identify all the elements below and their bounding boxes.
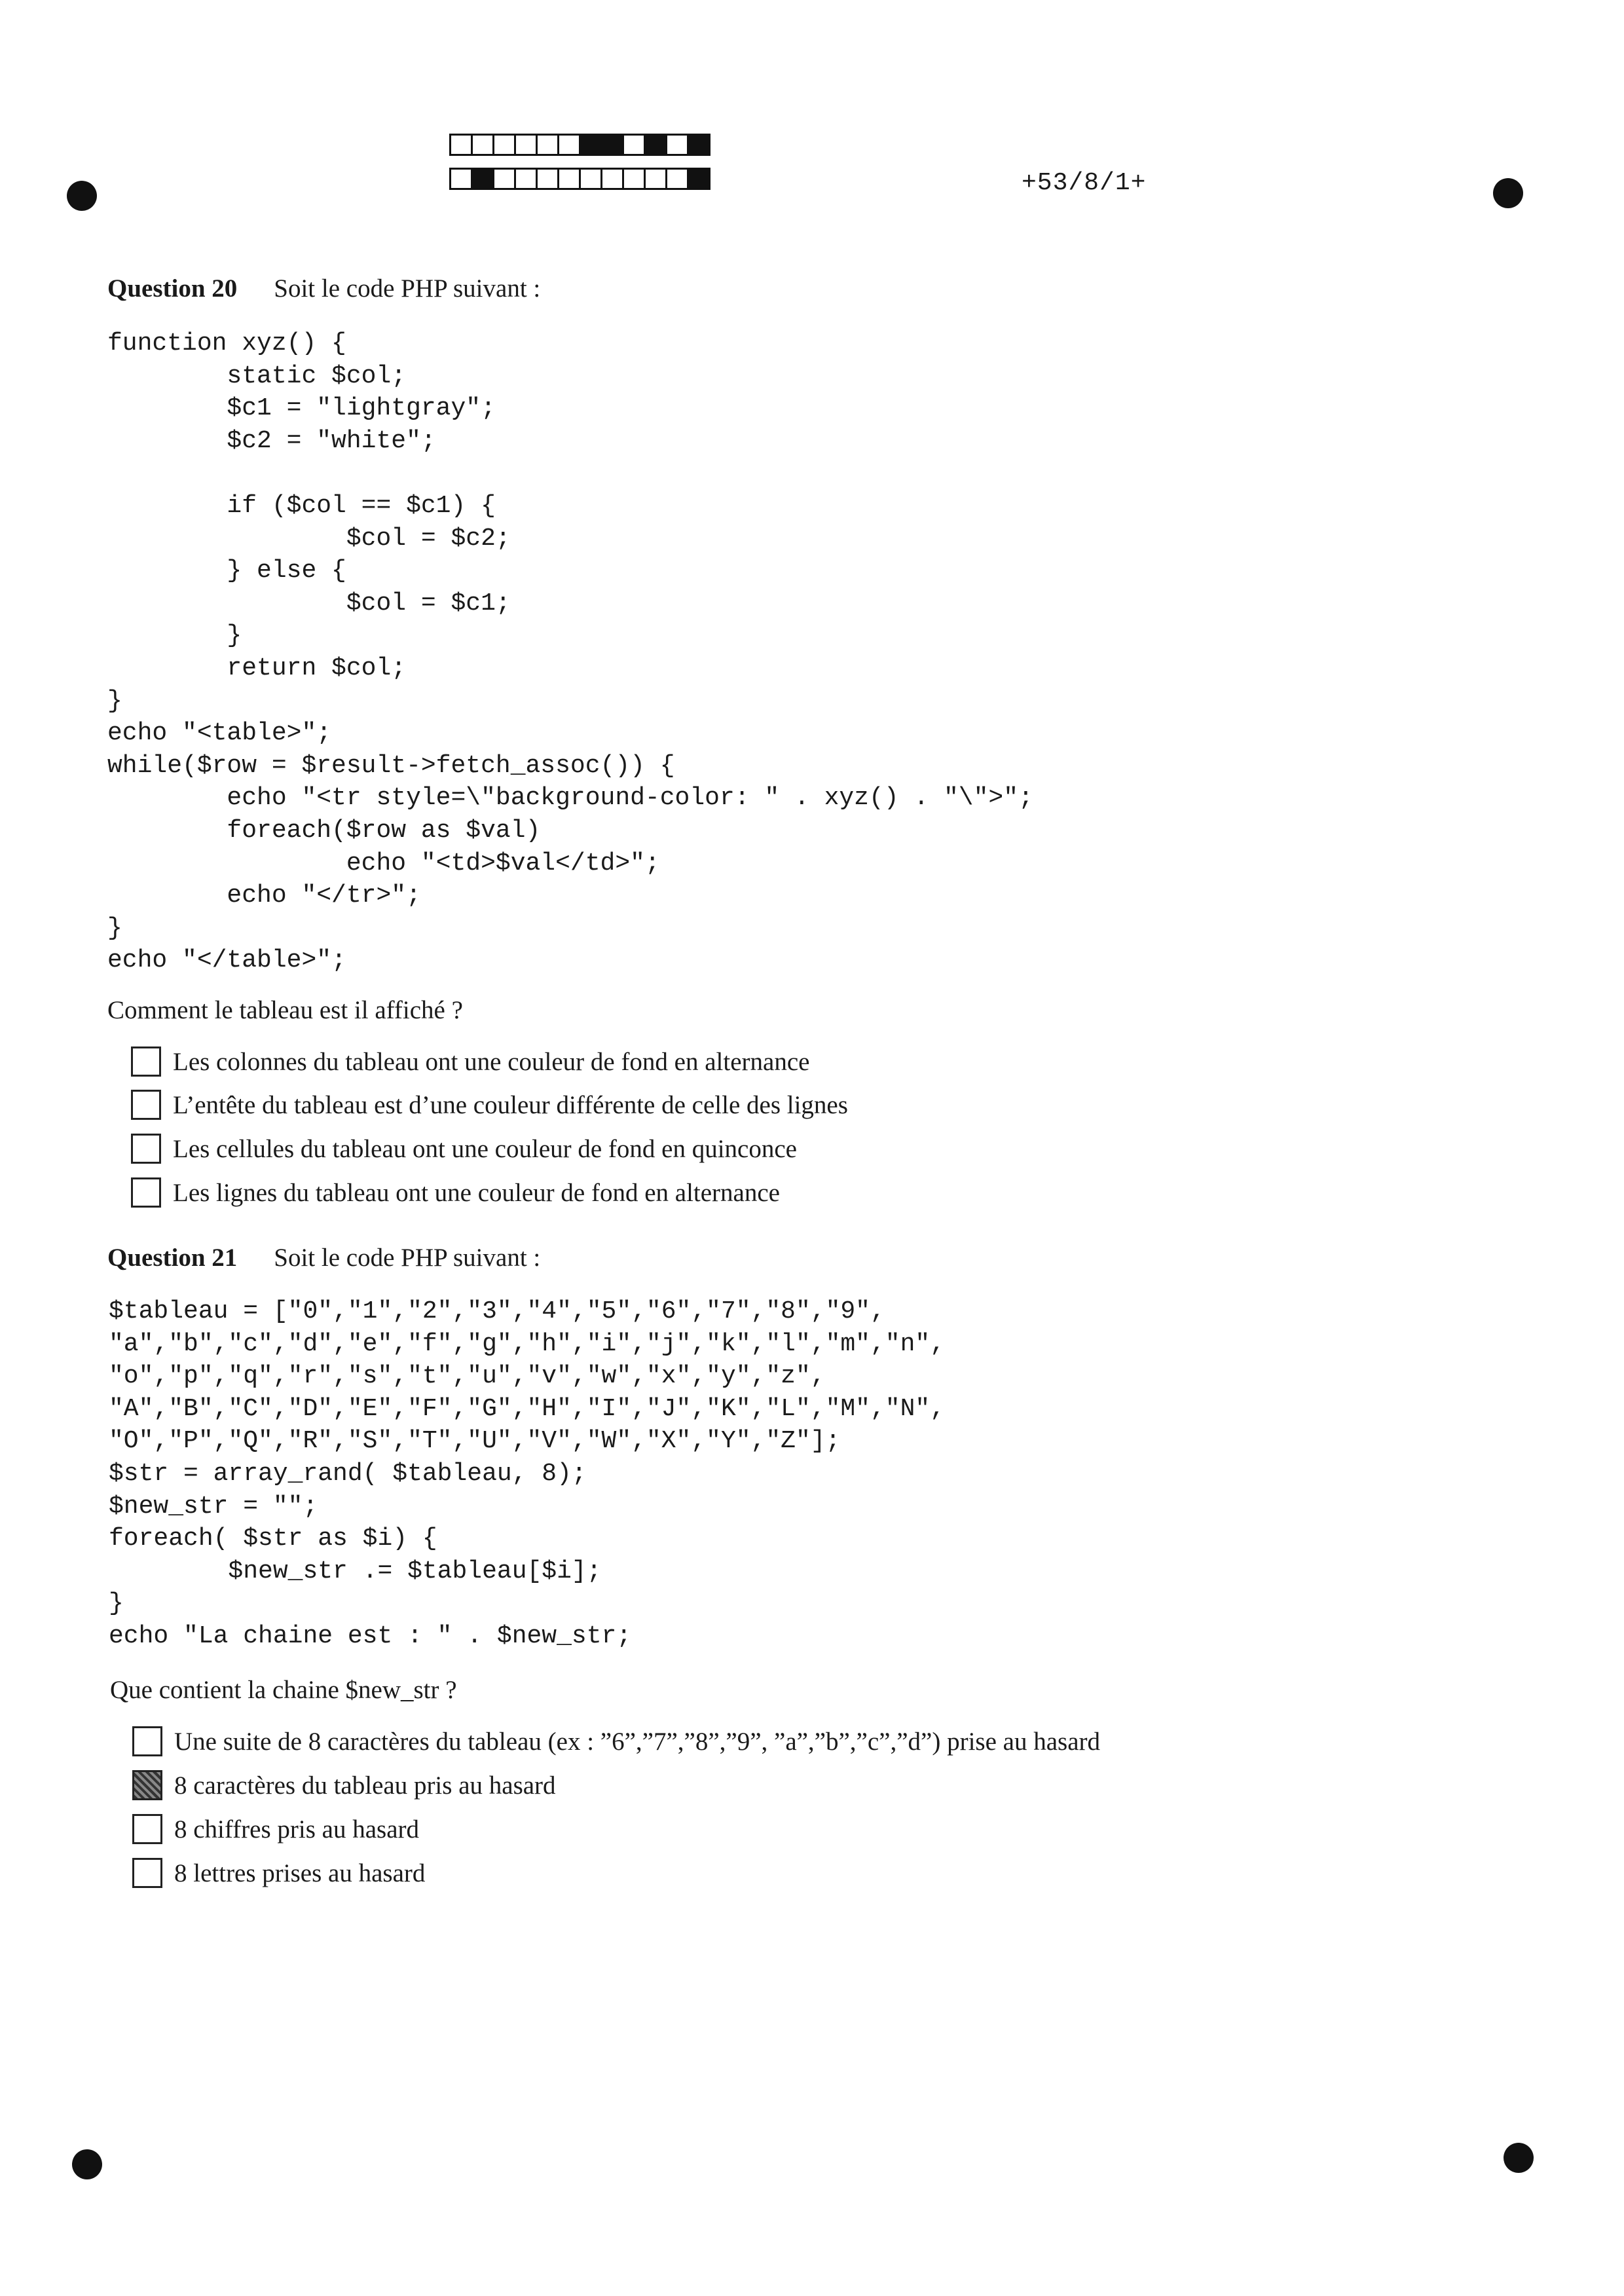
barcode-cell: [471, 134, 494, 156]
q20-answer-2[interactable]: [131, 1090, 848, 1120]
barcode-cell: [579, 168, 602, 190]
barcode-cell: [449, 168, 473, 190]
question-21-heading: [107, 1243, 540, 1272]
answer-label: 8 chiffres pris au hasard: [174, 1815, 419, 1843]
question-intro: Soit le code PHP suivant :: [274, 274, 541, 303]
barcode-cell: [687, 134, 710, 156]
page-id: +53/8/1+: [1022, 169, 1147, 197]
registration-mark-bottom-right: [1504, 2143, 1534, 2173]
barcode-cell: [536, 168, 559, 190]
answer-label: L’entête du tableau est d’une couleur différente de celle des lignes: [173, 1090, 848, 1119]
answer-label: 8 caractères du tableau pris au hasard: [174, 1771, 556, 1800]
barcode-cell: [492, 168, 516, 190]
barcode-cell: [449, 134, 473, 156]
barcode-cell: [514, 134, 538, 156]
answer-label: Les cellules du tableau ont une couleur de fond en quinconce: [173, 1134, 797, 1163]
question-number: Question 21: [107, 1244, 238, 1272]
checkbox-checked[interactable]: [132, 1770, 162, 1800]
barcode-cell: [600, 134, 624, 156]
checkbox[interactable]: [131, 1046, 161, 1077]
barcode-cell: [644, 134, 667, 156]
barcode-cell: [665, 134, 689, 156]
answer-label: 8 lettres prises au hasard: [174, 1859, 426, 1887]
barcode-cell: [471, 168, 494, 190]
answer-label: Les colonnes du tableau ont une couleur de fond en alternance: [173, 1047, 810, 1076]
barcode-cell: [514, 168, 538, 190]
q21-answer-4[interactable]: [132, 1858, 425, 1888]
barcode-row-1: [449, 134, 709, 156]
checkbox[interactable]: [132, 1814, 162, 1844]
checkbox[interactable]: [132, 1726, 162, 1756]
question-21-prompt: Que contient la chaine $new_str ?: [110, 1676, 457, 1704]
barcode-cell: [579, 134, 602, 156]
checkbox[interactable]: [131, 1090, 161, 1120]
barcode-cell: [492, 134, 516, 156]
answer-label: Les lignes du tableau ont une couleur de fond en alternance: [173, 1178, 780, 1207]
barcode-cell: [536, 134, 559, 156]
barcode-cell: [622, 168, 646, 190]
q20-answer-3[interactable]: [131, 1134, 797, 1164]
checkbox[interactable]: [132, 1858, 162, 1888]
barcode-cell: [622, 134, 646, 156]
question-21-code: $tableau = ["0","1","2","3","4","5","6","7","8","9", "a","b","c","d","e","f","g","h","i","j","k","l","m","n", "o","p","q","r","s","t","u","v","w","x","y","z", "A","B","C","D","E","F","G","H","I","J","K","L","M","N", "O","P","Q","R","S","T","U","V","W","X","Y","Z"]; $str = array_rand( $tableau, 8); $new_str = ""; foreach( $str as $i) { $new_str .= $tableau[$i]; } echo "La chaine est : " . $new_str;: [109, 1297, 946, 1650]
barcode-cell: [600, 168, 624, 190]
registration-mark-top-right: [1493, 178, 1523, 208]
q21-answer-2[interactable]: [132, 1770, 556, 1800]
barcode-cell: [665, 168, 689, 190]
barcode-cell: [644, 168, 667, 190]
registration-mark-bottom-left: [72, 2149, 102, 2179]
q20-answer-1[interactable]: [131, 1046, 809, 1077]
barcode-cell: [687, 168, 710, 190]
registration-mark-top-left: [67, 181, 97, 211]
question-20-code: function xyz() { static $col; $c1 = "lightgray"; $c2 = "white"; if ($col == $c1) { $col = $c2; } else { $col = $c1; } return $col; } echo "<table>"; while($row = $result->fetch_assoc()) { echo "<tr style=\"background-color: " . xyz() . "\">"; foreach($row as $val) echo "<td>$val</td>"; echo "</tr>"; } echo "</table>";: [107, 329, 1033, 975]
barcode-cell: [557, 134, 581, 156]
question-intro: Soit le code PHP suivant :: [274, 1244, 541, 1272]
barcode-row-2: [449, 168, 709, 190]
q21-answer-1[interactable]: [132, 1726, 1100, 1756]
checkbox[interactable]: [131, 1134, 161, 1164]
barcode-cell: [557, 168, 581, 190]
q21-answer-3[interactable]: [132, 1814, 419, 1844]
question-20-heading: [107, 274, 540, 303]
question-20-prompt: Comment le tableau est il affiché ?: [107, 996, 463, 1024]
question-number: Question 20: [107, 274, 238, 303]
checkbox[interactable]: [131, 1177, 161, 1208]
answer-label: Une suite de 8 caractères du tableau (ex : ”6”,”7”,”8”,”9”, ”a”,”b”,”c”,”d”) prise au hasard: [174, 1727, 1100, 1756]
q20-answer-4[interactable]: [131, 1177, 780, 1208]
